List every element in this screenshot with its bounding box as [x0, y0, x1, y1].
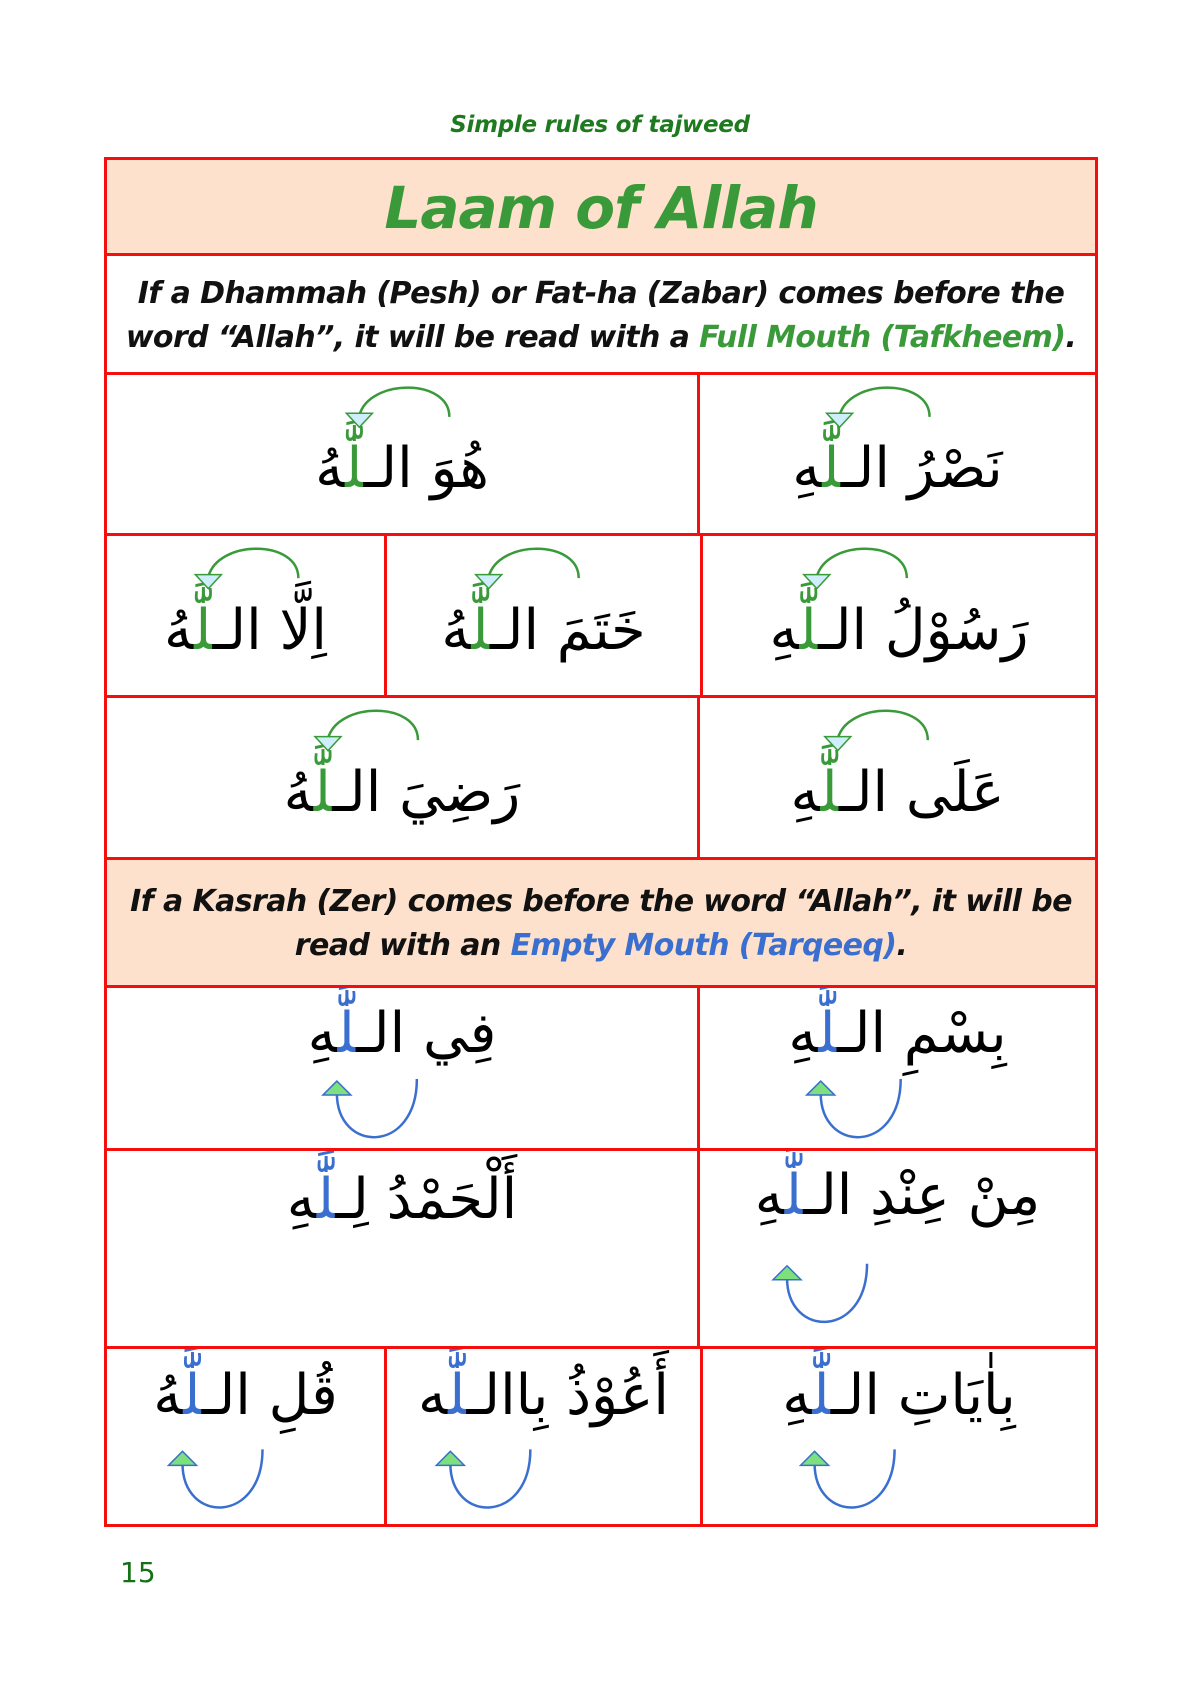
arrow-head: [807, 1081, 835, 1095]
arrow-head: [773, 1266, 801, 1280]
heavy-row-1: [107, 372, 1095, 536]
highlighted-lam: لَّٰ: [799, 597, 819, 663]
tafkheem-arrow-icon: [700, 375, 1095, 536]
phrase-suffix: ه: [418, 1363, 449, 1429]
highlighted-lam: لَّٰ: [313, 759, 333, 825]
example-cell: [697, 698, 1095, 860]
arrow-head: [827, 413, 853, 427]
arrow-head: [346, 413, 372, 427]
phrase-prefix: عَلَى الـ: [839, 759, 1005, 825]
example-cell: [384, 1349, 700, 1527]
arabic-phrase: [107, 1167, 697, 1232]
example-cell: [384, 536, 700, 698]
arrow-arc: [821, 1079, 901, 1137]
arrow-arc: [838, 711, 928, 740]
heavy-row-3: [107, 695, 1095, 860]
arrow-arc: [337, 1079, 417, 1137]
phrase-prefix: أَعُوْذُ بِاالـ: [466, 1363, 669, 1429]
arrow-arc: [359, 388, 449, 417]
phrase-prefix: بِاٰيَاتِ الـ: [830, 1363, 1016, 1429]
rule-light-after: .: [896, 928, 908, 963]
tafkheem-arrow-icon: [107, 375, 697, 536]
example-cell: [107, 1151, 697, 1349]
rule-heavy-after: .: [1065, 319, 1077, 355]
arrow-head: [195, 575, 221, 589]
page-title: Laam of Allah: [384, 174, 818, 242]
page-number: 15: [120, 1556, 156, 1589]
phrase-suffix: هِ: [769, 597, 800, 663]
arrow-arc: [328, 711, 418, 740]
phrase-prefix: قُلِ الـ: [201, 1363, 338, 1429]
arrow-arc: [183, 1449, 263, 1507]
tarqeeq-arrow-icon: [700, 1151, 1095, 1349]
heavy-row-2: [107, 533, 1095, 698]
tafkheem-arrow-icon: [700, 698, 1095, 860]
phrase-prefix: رَسُوْلُ الـ: [818, 597, 1029, 663]
tarqeeq-arrow-icon: [107, 1349, 384, 1527]
arrow-arc: [815, 1449, 895, 1507]
highlighted-lam: لَّٰ: [183, 1363, 202, 1429]
arrow-head: [323, 1081, 351, 1095]
example-cell: [107, 988, 697, 1151]
rule-heavy-before: If a Dhammah (Pesh) or Fat-ha (Zabar) comes before the word “Allah”, it will be read with a: [125, 275, 1065, 355]
phrase-suffix: هِ: [792, 436, 823, 502]
highlighted-lam: لَّٰ: [316, 1166, 336, 1232]
phrase-prefix: أَلْحَمْدُ لِـ: [335, 1166, 518, 1232]
tarqeeq-arrow-icon: [703, 1349, 1095, 1527]
phrase-suffix: هِ: [307, 1001, 338, 1067]
highlighted-lam: لَّٰ: [448, 1363, 467, 1429]
example-cell: [700, 1349, 1095, 1527]
arrow-head: [436, 1451, 464, 1465]
phrase-suffix: هِ: [782, 1363, 813, 1429]
tarqeeq-arrow-icon: [107, 988, 697, 1151]
highlighted-lam: لَّٰ: [471, 597, 490, 663]
phrase-suffix: هِ: [754, 1162, 785, 1228]
arrow-arc: [817, 549, 907, 578]
phrase-prefix: رَضِيَ الـ: [332, 759, 521, 825]
highlighted-lam: لَّٰ: [822, 436, 841, 502]
phrase-prefix: هُوَ الـ: [363, 436, 489, 502]
arrow-arc: [840, 388, 930, 417]
rule-light-text: [107, 860, 1095, 988]
example-cell: [107, 375, 697, 536]
phrase-suffix: هُ: [164, 597, 195, 663]
phrase-prefix: نَصْرُ الـ: [840, 436, 1003, 502]
tafkheem-arrow-icon: [107, 698, 697, 860]
highlighted-lam: لَّٰ: [194, 597, 213, 663]
tarqeeq-arrow-icon: [700, 988, 1095, 1151]
phrase-suffix: هُ: [441, 597, 472, 663]
laam-of-allah-table: [104, 157, 1098, 1527]
arrow-head: [825, 737, 851, 751]
tafkheem-arrow-icon: [387, 536, 700, 698]
tarqeeq-arrow-icon: [387, 1349, 700, 1527]
example-cell: [697, 988, 1095, 1151]
phrase-suffix: هِ: [286, 1166, 317, 1232]
arrow-arc: [208, 549, 298, 578]
arrow-arc: [787, 1264, 867, 1322]
phrase-prefix: مِنْ عِنْدِ الـ: [803, 1162, 1041, 1228]
rule-heavy-text: [107, 256, 1095, 375]
phrase-suffix: هُ: [153, 1363, 184, 1429]
phrase-suffix: هُ: [283, 759, 314, 825]
example-cell: [107, 1349, 384, 1527]
example-cell: [700, 536, 1095, 698]
example-cell: [697, 375, 1095, 536]
arrow-head: [801, 1451, 829, 1465]
phrase-prefix: خَتَمَ الـ: [489, 597, 646, 663]
highlighted-lam: لَّٰ: [337, 1001, 357, 1067]
highlighted-lam: لَّٰ: [345, 436, 364, 502]
example-cell: [107, 698, 697, 860]
arrow-arc: [450, 1449, 530, 1507]
rule-heavy-row: [107, 253, 1095, 375]
highlighted-lam: لَّٰ: [818, 1001, 837, 1067]
example-cell: [697, 1151, 1095, 1349]
light-row-2: [107, 1148, 1095, 1349]
light-row-3: [107, 1346, 1095, 1527]
tafkheem-arrow-icon: [703, 536, 1095, 698]
highlighted-lam: لَّٰ: [784, 1162, 804, 1228]
highlighted-lam: لَّٰ: [820, 759, 840, 825]
arrow-head: [476, 575, 502, 589]
title-row: [107, 160, 1095, 256]
rule-light-row: [107, 857, 1095, 988]
phrase-prefix: فِي الـ: [356, 1001, 497, 1067]
tarqeeq-highlight: Empty Mouth (Tarqeeq): [510, 928, 897, 963]
tafkheem-highlight: Full Mouth (Tafkheem): [699, 319, 1066, 355]
phrase-suffix: هُ: [315, 436, 346, 502]
arrow-head: [315, 737, 341, 751]
example-cell: [107, 536, 384, 698]
arrow-head: [804, 575, 830, 589]
phrase-prefix: اِلَّا الـ: [212, 597, 327, 663]
phrase-suffix: هِ: [788, 1001, 819, 1067]
phrase-suffix: هِ: [790, 759, 821, 825]
light-row-1: [107, 985, 1095, 1151]
rule-light-before: If a Kasrah (Zer) comes before the word “Allah”, it will be read with an: [130, 884, 1072, 963]
highlighted-lam: لَّٰ: [812, 1363, 831, 1429]
arrow-arc: [489, 549, 579, 578]
arrow-head: [169, 1451, 197, 1465]
tafkheem-arrow-icon: [107, 536, 384, 698]
phrase-prefix: بِسْمِ الـ: [836, 1001, 1007, 1067]
running-head: Simple rules of tajweed: [450, 112, 750, 138]
